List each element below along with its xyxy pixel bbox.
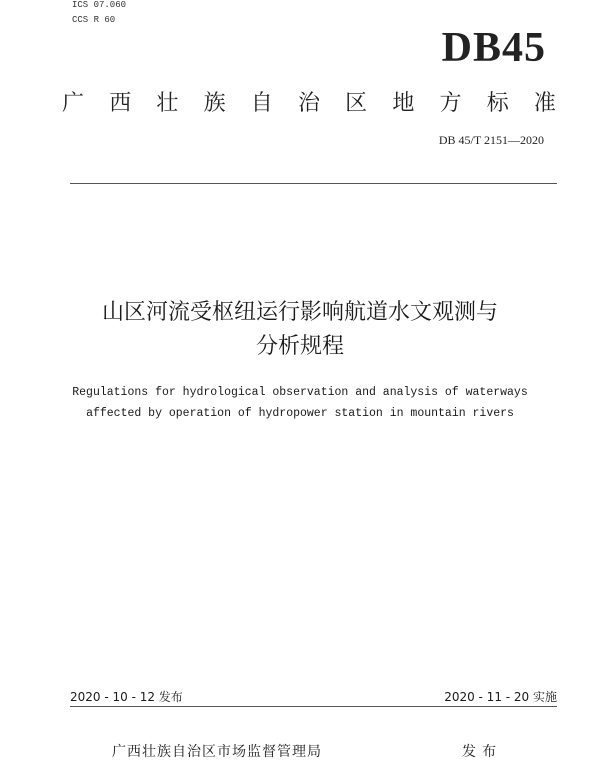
standard-type-char: 标 — [486, 91, 509, 116]
chinese-title — [40, 296, 560, 364]
bottom-divider — [70, 706, 557, 707]
standard-type-char: 壮 — [156, 91, 179, 116]
issue-label: 发布 — [462, 744, 502, 760]
standard-logo: DB45 — [441, 25, 546, 71]
ics-code: ICS 07.060 — [72, 0, 127, 10]
chinese-title-line-1: 山区河流受枢纽运行影响航道水文观测与 — [101, 300, 498, 325]
publish-date: 2020 - 10 - 12 发布 — [70, 690, 183, 704]
ccs-code: CCS R 60 — [72, 15, 116, 25]
standard-type-char: 准 — [533, 91, 556, 116]
implement-date: 2020 - 11 - 20 实施 — [444, 690, 557, 704]
standard-type-char: 西 — [109, 91, 132, 116]
standard-type-char: 广 — [62, 91, 85, 116]
standard-type-char: 地 — [392, 91, 415, 116]
chinese-title-line-2: 分析规程 — [255, 334, 344, 359]
english-title — [40, 382, 560, 424]
top-divider — [70, 183, 557, 184]
standard-type-char: 区 — [345, 91, 368, 116]
standard-type-char: 治 — [297, 91, 320, 116]
english-title-line-1: Regulations for hydrological observation and analysis of waterways — [72, 386, 528, 399]
standard-number: DB 45/T 2151—2020 — [438, 133, 544, 147]
english-title-line-2: affected by operation of hydropower station in mountain rivers — [86, 407, 514, 420]
standard-type-char: 自 — [250, 91, 273, 116]
issuing-authority: 广西壮族自治区市场监督管理局 — [112, 744, 322, 760]
standard-type-char: 方 — [439, 91, 462, 116]
standard-type-heading — [62, 86, 556, 117]
standard-type-char: 族 — [203, 91, 226, 116]
